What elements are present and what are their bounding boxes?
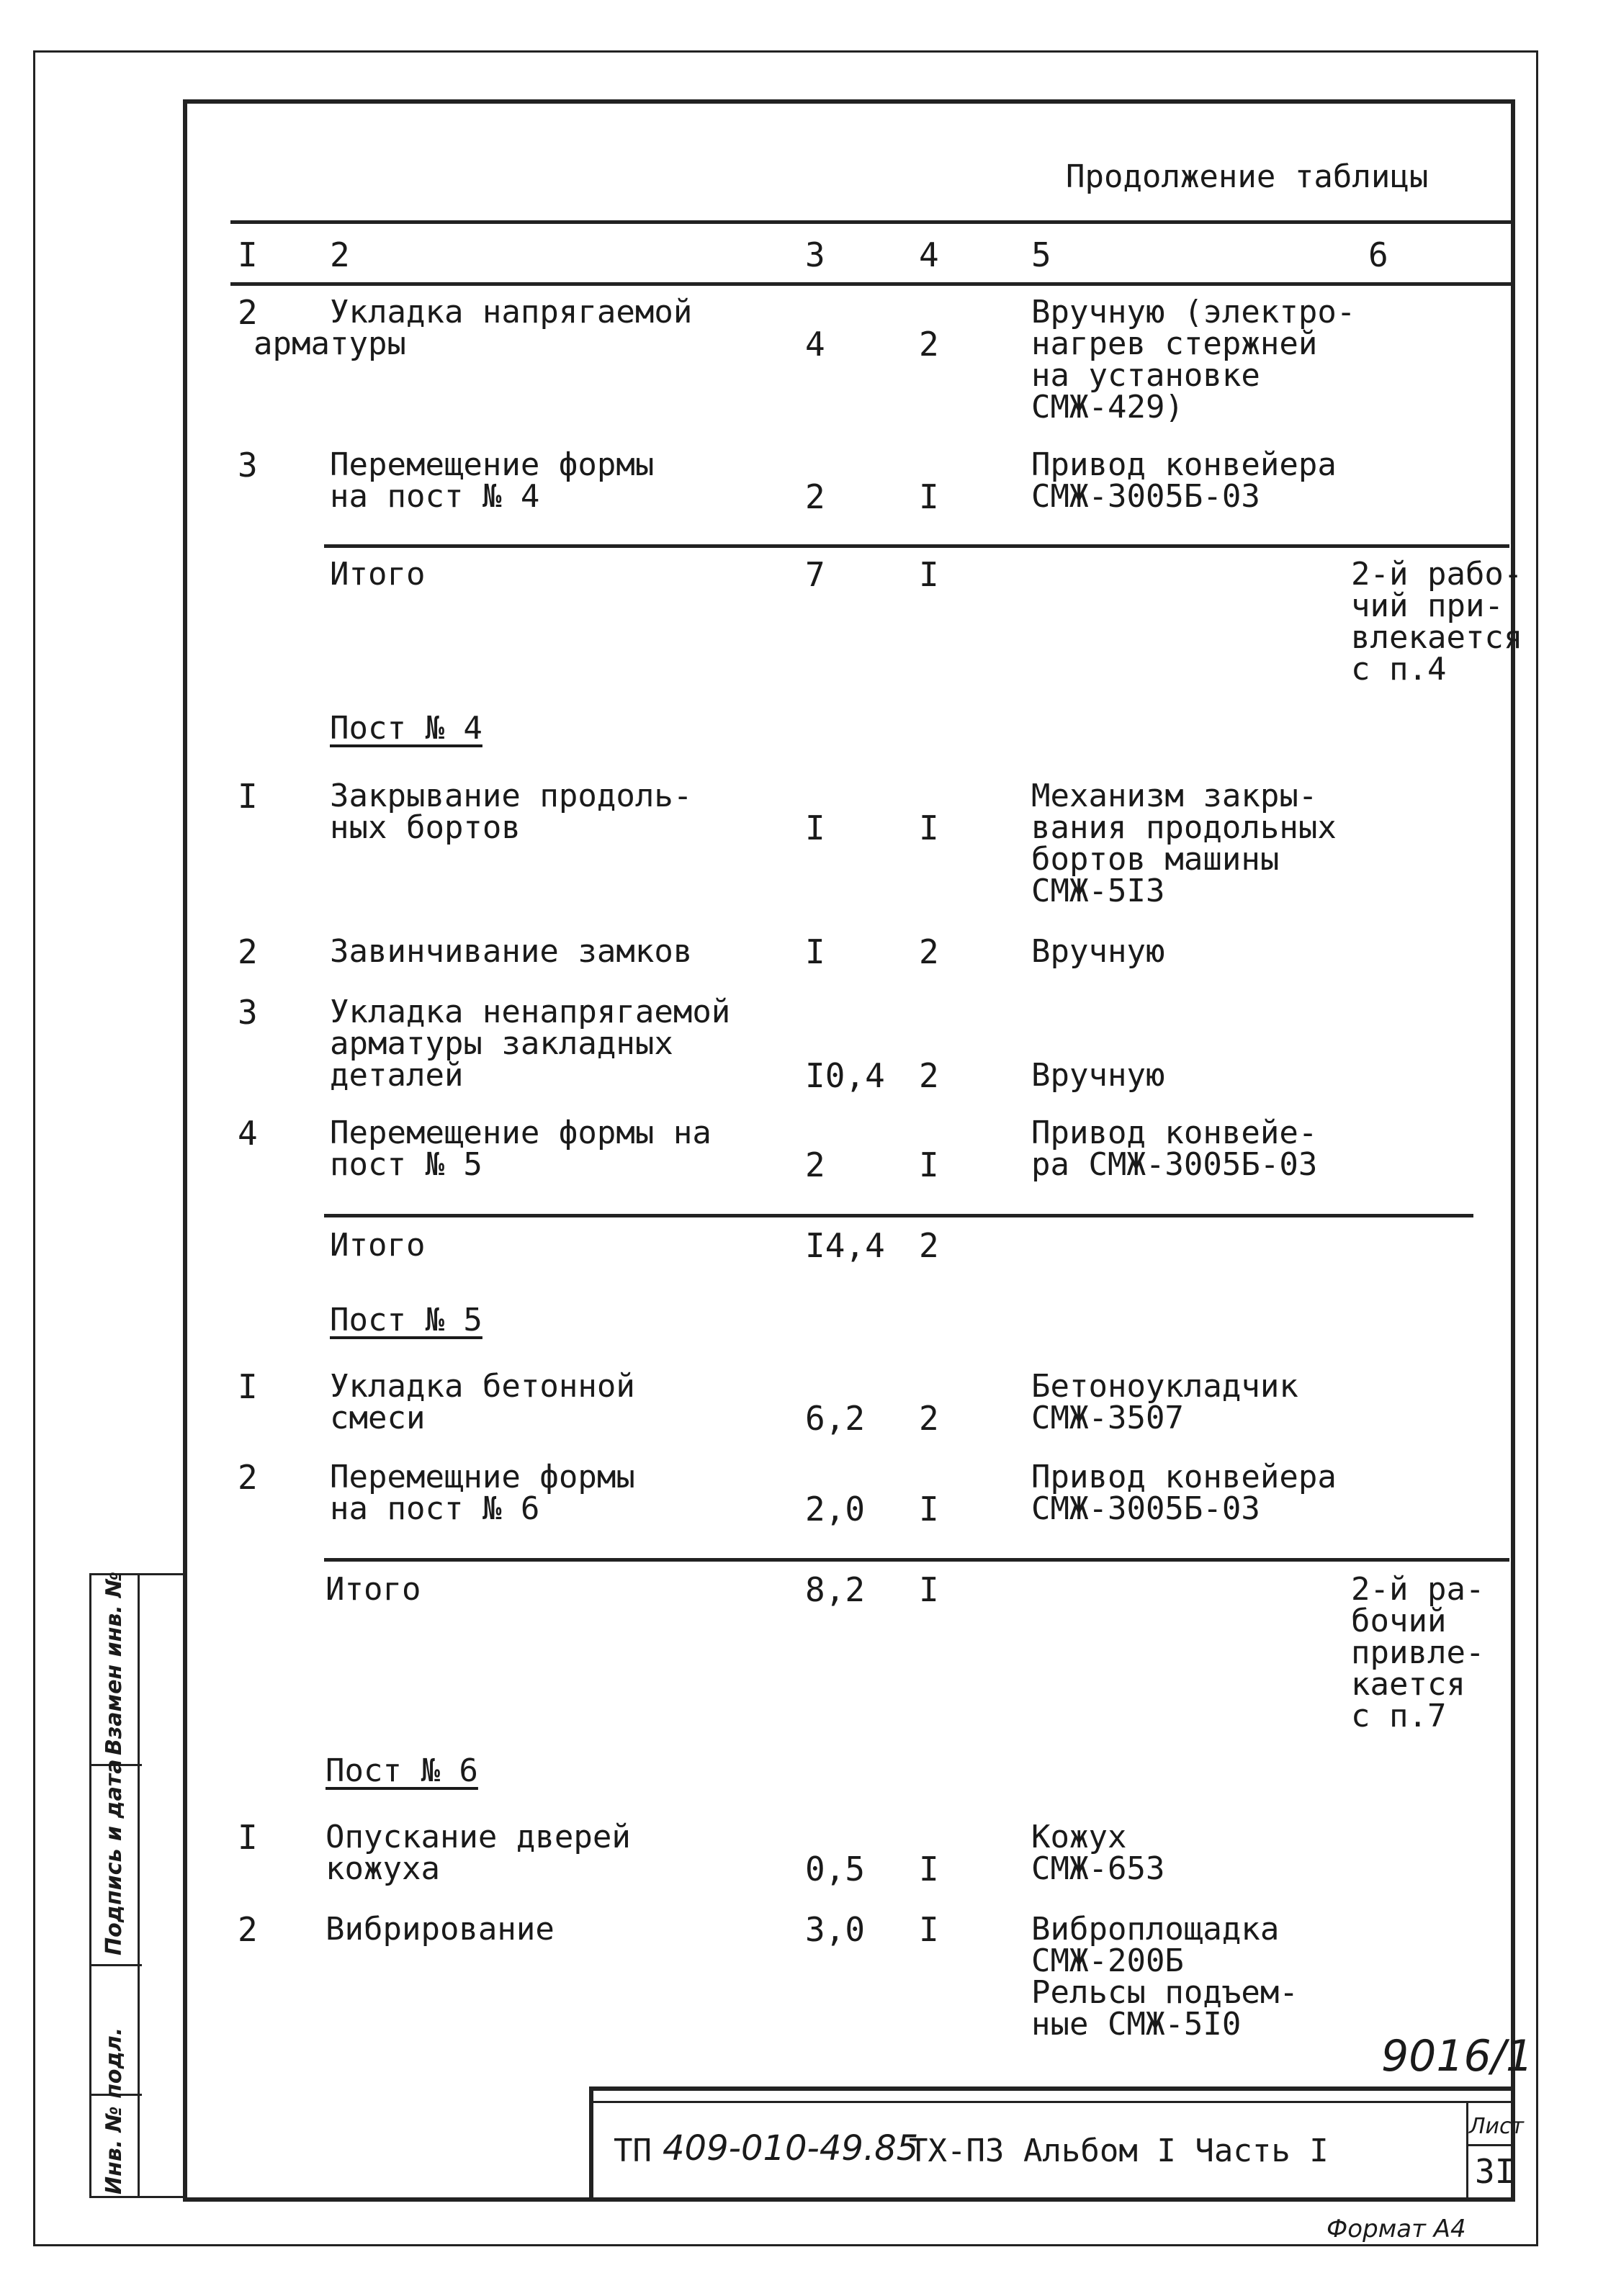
total-workers: 2: [919, 1226, 939, 1265]
operation-name: Укладка ненапрягаемой: [330, 994, 731, 1030]
workers: I: [919, 1145, 939, 1184]
equipment-cont: нагрев стержней: [1031, 325, 1318, 362]
note: 2-й рабо-: [1351, 556, 1523, 593]
title-text: ТХ-ПЗ Альбом I Часть I: [909, 2133, 1329, 2169]
row-number: I: [238, 1818, 258, 1857]
row-number: 2: [238, 293, 258, 332]
equipment: Бетоноукладчик: [1031, 1368, 1298, 1405]
note-cont: с п.7: [1351, 1698, 1447, 1734]
total-duration: 7: [805, 555, 825, 594]
total-label: Итого: [326, 1571, 421, 1608]
col-header-3: 3: [805, 235, 825, 274]
equipment-cont: ра СМЖ-3005Б-03: [1031, 1146, 1318, 1183]
equipment: Механизм закры-: [1031, 778, 1318, 814]
equipment-cont: ные СМЖ-5I0: [1031, 2006, 1242, 2043]
total-rule: [324, 1214, 1473, 1217]
total-label: Итого: [330, 1227, 426, 1264]
duration: I: [805, 932, 825, 971]
equipment-cont: СМЖ-429): [1031, 389, 1184, 426]
equipment-cont: бортов машины: [1031, 841, 1280, 878]
workers: 2: [919, 1399, 939, 1438]
operation-name: Укладка бетонной: [330, 1368, 635, 1405]
total-duration: 8,2: [805, 1570, 866, 1609]
operation-name-cont: арматуры: [253, 325, 406, 362]
duration: 2,0: [805, 1490, 866, 1529]
workers: 2: [919, 325, 939, 364]
equipment-cont: СМЖ-5I3: [1031, 873, 1165, 909]
duration: 4: [805, 325, 825, 364]
row-number: 2: [238, 932, 258, 971]
row-number: 2: [238, 1458, 258, 1497]
equipment: Виброплощадка: [1031, 1911, 1280, 1948]
total-label: Итого: [330, 556, 426, 593]
col-header-6: 6: [1368, 235, 1388, 274]
operation-name-cont: пост № 5: [330, 1146, 482, 1183]
row-number: 3: [238, 446, 258, 485]
note: 2-й ра-: [1351, 1571, 1485, 1608]
operation-name-cont: смеси: [330, 1400, 426, 1436]
duration: 3,0: [805, 1910, 866, 1949]
row-number: 2: [238, 1910, 258, 1949]
stamp-inv-podl: Инв. № подл.: [102, 2027, 127, 2194]
note-cont: чий при-: [1351, 587, 1504, 624]
operation-name: Вибрирование: [326, 1911, 555, 1948]
operation-name: Укладка напрягаемой: [330, 294, 693, 330]
col-header-2: 2: [330, 235, 350, 274]
operation-name: Завинчивание замков: [330, 933, 693, 970]
operation-name: Перемещение формы: [330, 446, 655, 483]
workers: 2: [919, 1056, 939, 1095]
equipment: Привод конвейе-: [1031, 1115, 1318, 1151]
duration: 0,5: [805, 1850, 866, 1888]
equipment-cont: Рельсы подъем-: [1031, 1974, 1298, 2011]
row-number: 4: [238, 1114, 258, 1153]
equipment-cont: СМЖ-3005Б-03: [1031, 1490, 1260, 1527]
operation-name-cont: ных бортов: [330, 809, 521, 846]
operation-name-cont: кожуха: [326, 1850, 440, 1887]
operation-name-cont: на пост № 6: [330, 1490, 540, 1527]
workers: I: [919, 809, 939, 847]
equipment-cont: СМЖ-200Б: [1031, 1942, 1184, 1979]
equipment-cont: СМЖ-3005Б-03: [1031, 478, 1260, 515]
total-rule: [324, 1558, 1509, 1562]
workers: I: [919, 1910, 939, 1949]
workers: I: [919, 1490, 939, 1529]
format-label: Формат А4: [1327, 2215, 1466, 2243]
col-header-1: I: [238, 235, 258, 274]
total-workers: I: [919, 555, 939, 594]
total-rule: [324, 544, 1509, 548]
workers: I: [919, 477, 939, 516]
operation-name: Перемещение формы на: [330, 1115, 712, 1151]
section-post-4: Пост № 4: [330, 710, 482, 747]
section-post-6: Пост № 6: [326, 1752, 478, 1789]
continuation-label: Продолжение таблицы: [1066, 158, 1429, 195]
note-cont: бочий: [1351, 1603, 1447, 1639]
equipment-cont: СМЖ-653: [1031, 1850, 1165, 1887]
operation-name: Закрывание продоль-: [330, 778, 693, 814]
equipment: Привод конвейера: [1031, 1459, 1337, 1495]
workers: 2: [919, 932, 939, 971]
duration: 2: [805, 477, 825, 516]
total-duration: I4,4: [805, 1226, 885, 1265]
equipment-cont: СМЖ-3507: [1031, 1400, 1184, 1436]
row-number: 3: [238, 993, 258, 1032]
col-header-4: 4: [919, 235, 939, 274]
duration: 6,2: [805, 1399, 866, 1438]
total-workers: I: [919, 1570, 939, 1609]
equipment: Вручную: [1031, 933, 1165, 970]
header-bottom-rule: [230, 282, 1512, 286]
equipment-cont: на установке: [1031, 357, 1260, 394]
equipment-cont: вания продольных: [1031, 809, 1337, 846]
note-cont: с п.4: [1351, 651, 1447, 688]
margin-stamp: [89, 1573, 187, 2198]
workers: I: [919, 1850, 939, 1888]
duration: I0,4: [805, 1056, 885, 1095]
operation-name-cont: деталей: [330, 1057, 464, 1094]
note-cont: привле-: [1351, 1634, 1485, 1671]
note-cont: влекается: [1351, 619, 1523, 656]
duration: I: [805, 809, 825, 847]
title-block: [589, 2086, 1525, 2202]
row-number: I: [238, 777, 258, 816]
section-post-5: Пост № 5: [330, 1302, 482, 1338]
col-header-5: 5: [1031, 235, 1051, 274]
stamp-signature-date: Подпись и дата: [102, 1759, 127, 1955]
stamp-replacement-inv: Взамен инв. №: [102, 1571, 127, 1755]
sheet-label: Лист: [1469, 2114, 1525, 2139]
equipment: Привод конвейера: [1031, 446, 1337, 483]
operation-name-cont: арматуры закладных: [330, 1025, 673, 1062]
duration: 2: [805, 1145, 825, 1184]
handwritten-code: 9016/1: [1381, 2031, 1534, 2081]
operation-name-cont: на пост № 4: [330, 478, 540, 515]
title-prefix: ТП: [614, 2133, 652, 2169]
row-number: I: [238, 1367, 258, 1406]
equipment: Вручную (электро-: [1031, 294, 1356, 330]
equipment: Вручную: [1031, 1057, 1165, 1094]
operation-name: Перемещние формы: [330, 1459, 635, 1495]
operation-name: Опускание дверей: [326, 1819, 631, 1855]
title-number: 409-010-49.85: [663, 2128, 919, 2169]
sheet-number: 3I: [1475, 2152, 1515, 2191]
header-top-rule: [230, 220, 1512, 224]
note-cont: кается: [1351, 1666, 1465, 1703]
equipment: Кожух: [1031, 1819, 1127, 1855]
